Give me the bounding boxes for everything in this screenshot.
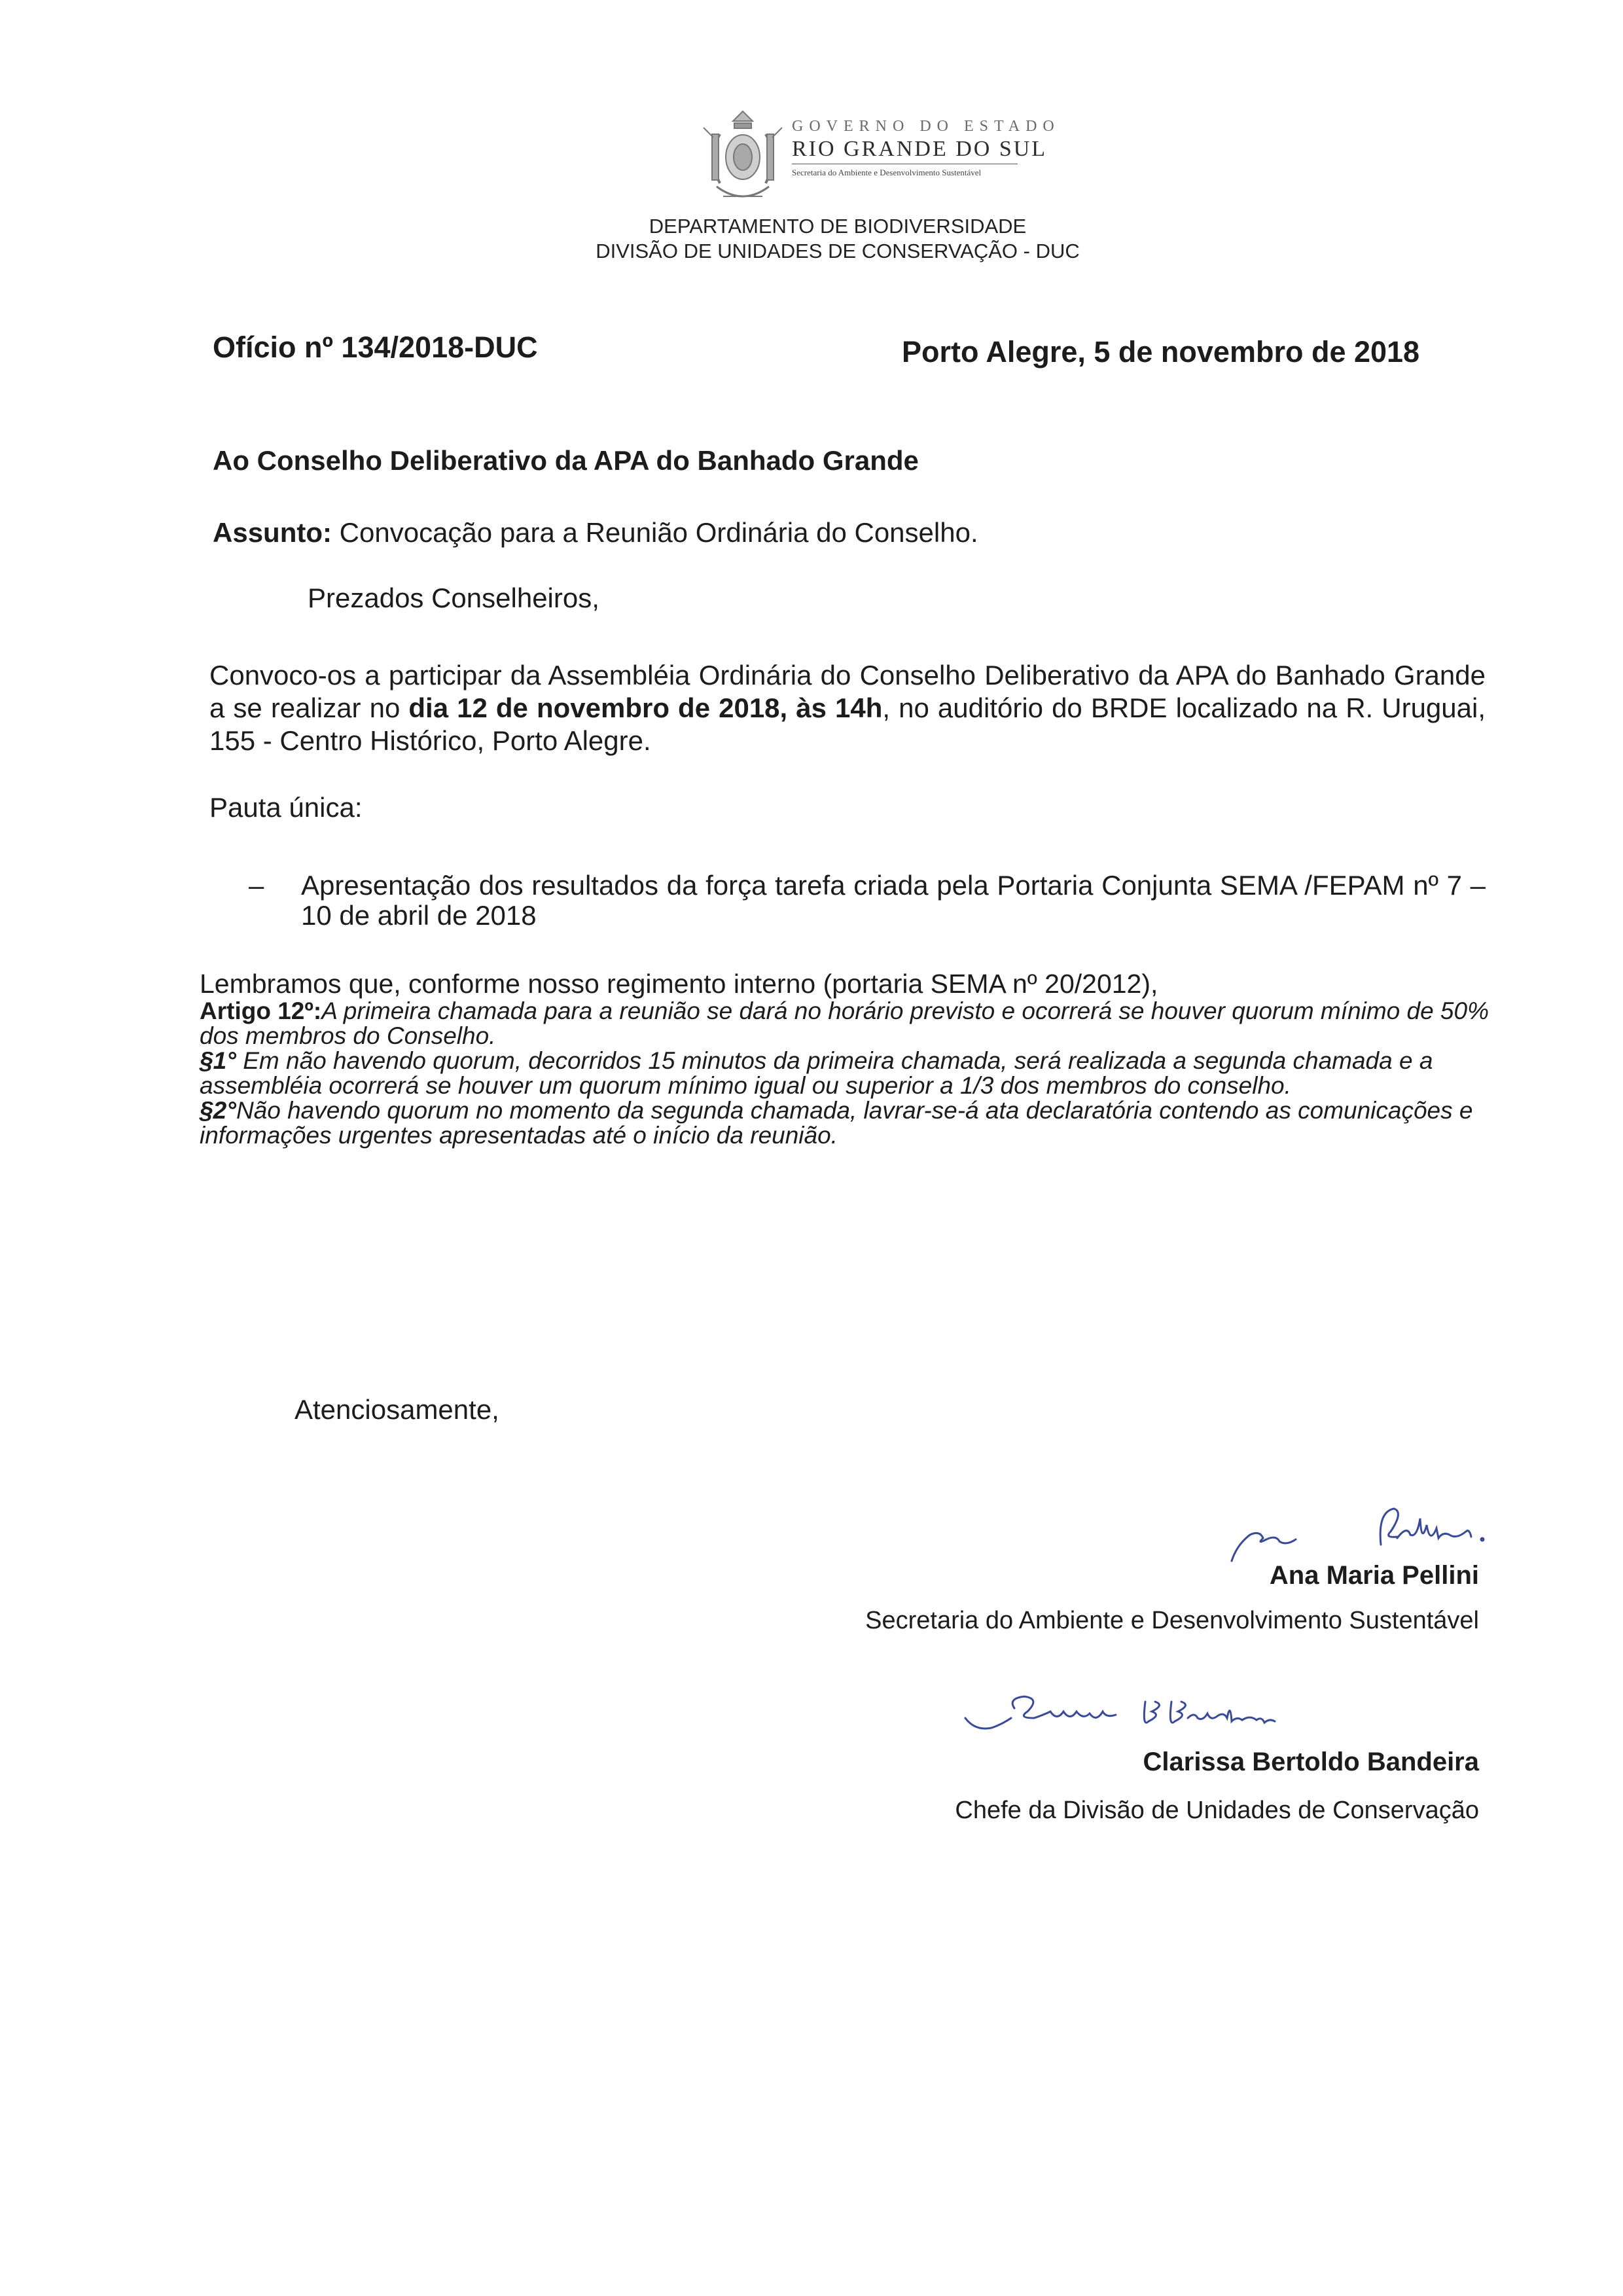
subject-label: Assunto: bbox=[213, 517, 332, 548]
paragraph-1-text: Em não havendo quorum, decorridos 15 minutos da primeira chamada, será realizada a segunda chamada e a assembléia ocorrerá se houver um quorum mínimo igual ou superior a 1/3 dos membros do conselho. bbox=[200, 1047, 1433, 1099]
convocation-date: dia 12 de novembro de 2018, às 14h bbox=[408, 692, 883, 723]
signatory-1-name: Ana Maria Pellini bbox=[1269, 1561, 1479, 1590]
convocation-text-1: Convoco-os a participar da Assembléia Ordinária do Conselho Deliberativo da APA do Banhado Grande a se realizar no bbox=[209, 660, 1486, 723]
place-date: Porto Alegre, 5 de novembro de 2018 bbox=[902, 335, 1420, 368]
salutation: Prezados Conselheiros, bbox=[308, 583, 599, 613]
subject-text: Convocação para a Reunião Ordinária do Conselho. bbox=[332, 517, 978, 548]
dept-line-2: DIVISÃO DE UNIDADES DE CONSERVAÇÃO - DUC bbox=[596, 240, 1080, 262]
government-header bbox=[792, 117, 1067, 179]
gov-line-1: GOVERNO DO ESTADO bbox=[792, 118, 1060, 135]
dept-line-1: DEPARTAMENTO DE BIODIVERSIDADE bbox=[649, 215, 1027, 238]
bylaws-intro: Lembramos que, conforme nosso regimento interno (portaria SEMA nº 20/2012), bbox=[200, 969, 1158, 999]
signature-bandeira bbox=[962, 1682, 1368, 1754]
paragraph-2-text: Não havendo quorum no momento da segunda chamada, lavrar-se-á ata declaratória contendo as comunicações e informações urgentes apresentadas até o início da reunião. bbox=[200, 1097, 1473, 1149]
coat-of-arms-icon bbox=[694, 98, 792, 216]
article-12-label: Artigo 12º: bbox=[200, 997, 322, 1024]
addressee: Ao Conselho Deliberativo da APA do Banhado Grande bbox=[213, 445, 919, 476]
closing: Atenciosamente, bbox=[294, 1394, 499, 1425]
signatory-1-role: Secretaria do Ambiente e Desenvolvimento Sustentável bbox=[865, 1607, 1479, 1634]
signatory-2-role: Chefe da Divisão de Unidades de Conservação bbox=[955, 1797, 1479, 1824]
article-12 bbox=[200, 999, 1489, 1049]
agenda-label: Pauta única: bbox=[209, 792, 363, 823]
gov-line-3: Secretaria do Ambiente e Desenvolvimento Sustentável bbox=[792, 168, 982, 177]
gov-line-2: RIO GRANDE DO SUL bbox=[792, 137, 1048, 161]
subject-line bbox=[213, 517, 978, 548]
convocation-text-2: , no auditório do BRDE localizado na R. Uruguai, 155 - Centro Histórico, Porto Alegre. bbox=[209, 692, 1486, 756]
signature-pellini bbox=[1230, 1499, 1571, 1564]
agenda-item-text: Apresentação dos resultados da força tarefa criada pela Portaria Conjunta SEMA /FEPAM nº 7 – 10 de abril de 2018 bbox=[301, 870, 1486, 931]
department-header bbox=[497, 214, 1178, 264]
signatory-2-name: Clarissa Bertoldo Bandeira bbox=[1143, 1748, 1479, 1776]
oficio-number: Ofício nº 134/2018-DUC bbox=[213, 331, 538, 364]
bylaws-section bbox=[200, 969, 1489, 1148]
paragraph-1 bbox=[200, 1049, 1489, 1098]
convocation-paragraph bbox=[209, 659, 1486, 757]
paragraph-2 bbox=[200, 1098, 1489, 1148]
paragraph-1-label: §1° bbox=[200, 1047, 236, 1074]
agenda-bullet: – bbox=[249, 870, 264, 901]
paragraph-2-label: §2° bbox=[200, 1097, 236, 1124]
article-12-text: A primeira chamada para a reunião se dará no horário previsto e ocorrerá se houver quorum mínimo de 50% dos membros do Conselho. bbox=[200, 997, 1489, 1049]
